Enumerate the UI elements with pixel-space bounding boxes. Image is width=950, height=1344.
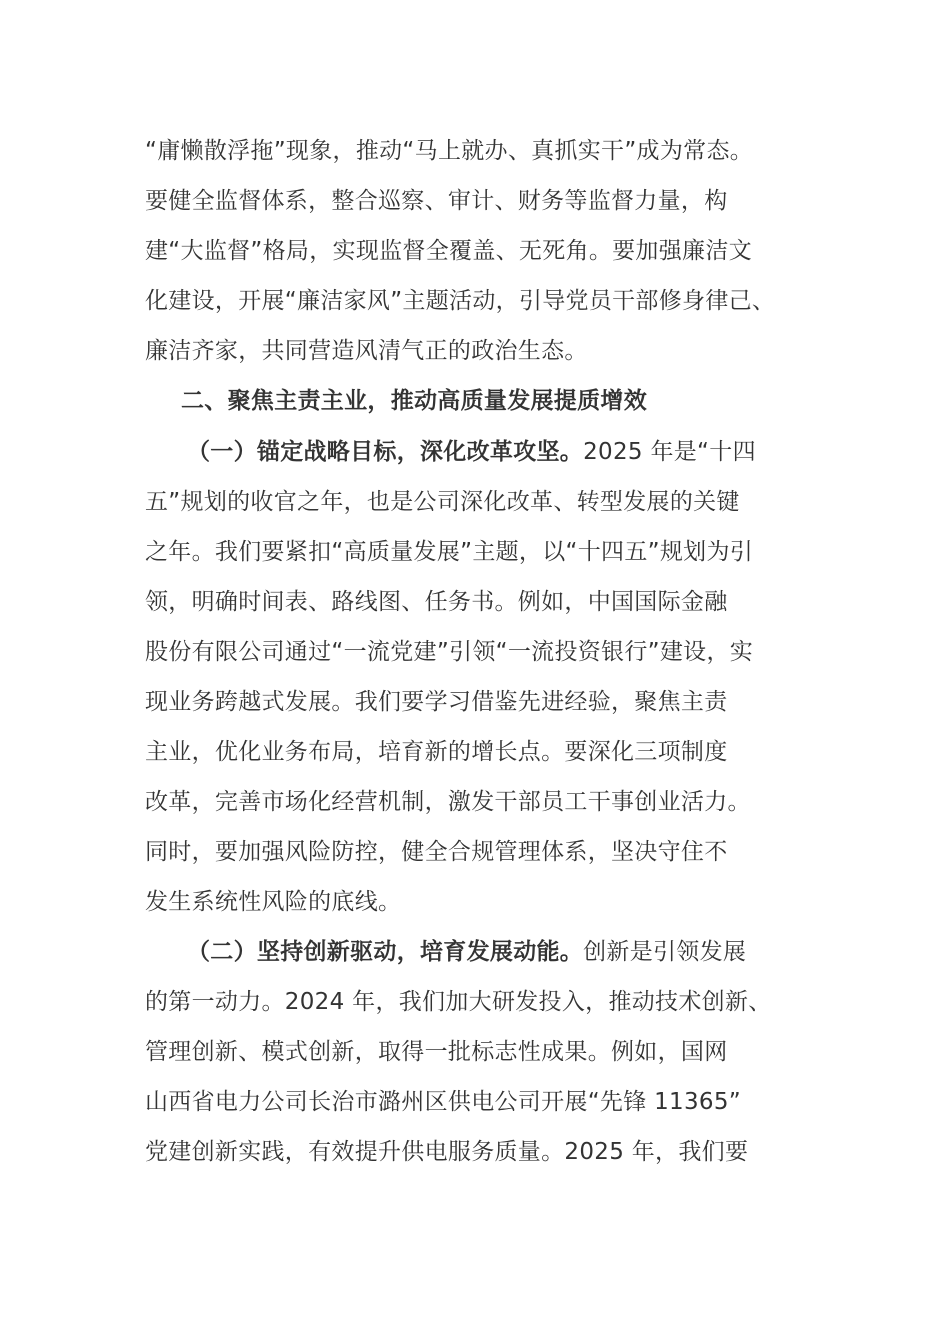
body-text-line: “庸懒散浮拖”现象，推动“马上就办、真抓实干”成为常态。 — [145, 138, 754, 164]
body-text-line: 发生系统性风险的底线。 — [145, 889, 402, 915]
body-text-line: 山西省电力公司长治市潞州区供电公司开展“先锋 11365” — [145, 1089, 742, 1115]
subsection-heading: （二）坚持创新驱动，培育发展动能。 — [187, 939, 584, 965]
body-text-line: 党建创新实践，有效提升供电服务质量。2025 年，我们要 — [145, 1139, 749, 1165]
body-text-line: 领，明确时间表、路线图、任务书。例如，中国国际金融 — [145, 589, 728, 615]
section-heading: 二、聚焦主责主业，推动高质量发展提质增效 — [181, 388, 647, 414]
body-text-line: 改革，完善市场化经营机制，激发干部员工干事创业活力。 — [145, 789, 751, 815]
body-text-fragment: 2025 年是“十四 — [583, 439, 756, 465]
paragraph-first-line — [187, 437, 756, 467]
body-text-line: 管理创新、模式创新，取得一批标志性成果。例如，国网 — [145, 1039, 728, 1065]
body-text-line: 要健全监督体系，整合巡察、审计、财务等监督力量，构 — [145, 188, 728, 214]
body-text-line: 之年。我们要紧扣“高质量发展”主题，以“十四五”规划为引 — [145, 539, 754, 565]
body-text-line: 股份有限公司通过“一流党建”引领“一流投资银行”建设，实 — [145, 639, 754, 665]
body-text-line: 的第一动力。2024 年，我们加大研发投入，推动技术创新、 — [145, 989, 772, 1015]
body-text-line: 现业务跨越式发展。我们要学习借鉴先进经验，聚焦主责 — [145, 689, 728, 715]
body-text-line: 化建设，开展“廉洁家风”主题活动，引导党员干部修身律己、 — [145, 288, 776, 314]
paragraph-first-line — [187, 937, 746, 967]
body-text-line: 五”规划的收官之年，也是公司深化改革、转型发展的关键 — [145, 489, 740, 515]
body-text-fragment: 创新是引领发展 — [583, 939, 747, 965]
body-text-line: 主业，优化业务布局，培育新的增长点。要深化三项制度 — [145, 739, 728, 765]
body-text-line: 同时，要加强风险防控，健全合规管理体系，坚决守住不 — [145, 839, 728, 865]
body-text-line: 建“大监督”格局，实现监督全覆盖、无死角。要加强廉洁文 — [145, 238, 752, 264]
body-text-line: 廉洁齐家，共同营造风清气正的政治生态。 — [145, 338, 588, 364]
subsection-heading: （一）锚定战略目标，深化改革攻坚。 — [187, 439, 584, 465]
